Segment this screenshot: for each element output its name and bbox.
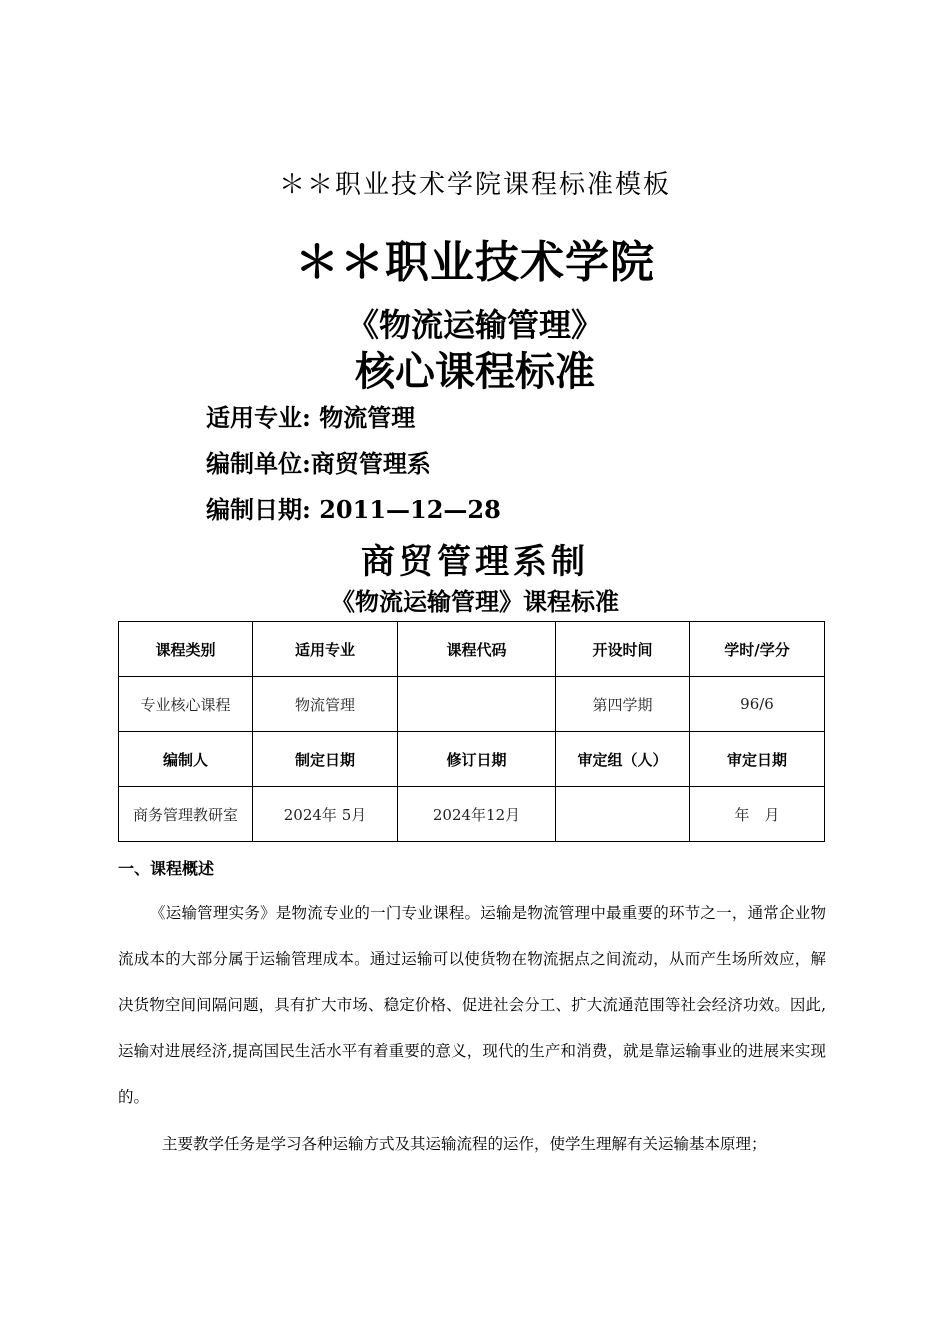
course-standard-subtitle: 《物流运输管理》课程标准 [331, 588, 619, 616]
meta-date-label: 编制日期: [206, 495, 311, 524]
table-cell: 2024年 5月 [253, 787, 398, 842]
meta-major-label: 适用专业: [206, 403, 311, 432]
table-header-cell: 审定日期 [690, 732, 825, 787]
table-header-cell: 学时/学分 [690, 622, 825, 677]
meta-unit-value: 商贸管理系 [310, 449, 431, 478]
table-header-cell: 课程类别 [119, 622, 253, 677]
table-header-cell: 课程代码 [398, 622, 556, 677]
meta-major [206, 398, 415, 433]
table-header-cell: 开设时间 [556, 622, 690, 677]
table-header-cell: 编制人 [119, 732, 253, 787]
table-cell: 第四学期 [556, 677, 690, 732]
table-header-cell: 适用专业 [253, 622, 398, 677]
table-header-cell: 修订日期 [398, 732, 556, 787]
table-row [119, 622, 825, 677]
table-cell: 2024年12月 [398, 787, 556, 842]
standard-title: 核心课程标准 [355, 349, 595, 395]
table-row [119, 787, 825, 842]
table-header-cell: 制定日期 [253, 732, 398, 787]
meta-major-value: 物流管理 [319, 403, 416, 432]
meta-date-value: 2011—12—28 [319, 495, 501, 524]
table-cell: 96/6 [690, 677, 825, 732]
table-cell: 年 月 [690, 787, 825, 842]
teaching-task-paragraph: 主要教学任务是学习各种运输方式及其运输流程的运作，使学生理解有关运输基本原理； [162, 1135, 767, 1153]
meta-unit [206, 444, 431, 479]
table-cell: 专业核心课程 [119, 677, 253, 732]
template-title: ＊＊职业技术学院课程标准模板 [278, 170, 671, 200]
table-cell [556, 787, 690, 842]
course-info-table [118, 621, 825, 842]
meta-date [206, 490, 501, 525]
overview-paragraph: 《运输管理实务》是物流专业的一门专业课程。运输是物流管理中最重要的环节之一，通常企业物流成本的大部分属于运输管理成本。通过运输可以使货物在物流据点之间流动，从而产生场所效应，解决货物空间间隔问题，具有扩大市场、稳定价格、促进社会分工、扩大流通范围等社会经济功效。因此,运输对进展经济,提高国民生活水平有着重要的意义，现代的生产和消费，就是靠运输事业的进展来实现的。 [118, 904, 826, 1106]
table-cell: 商务管理教研室 [119, 787, 253, 842]
table-cell: 物流管理 [253, 677, 398, 732]
course-name: 《物流运输管理》 [346, 306, 603, 344]
table-row [119, 677, 825, 732]
table-header-cell: 审定组（人） [556, 732, 690, 787]
table-cell [398, 677, 556, 732]
section-heading: 一、课程概述 [118, 859, 215, 878]
table-row [119, 732, 825, 787]
department-made-by: 商贸管理系制 [361, 542, 589, 582]
meta-unit-label: 编制单位: [206, 449, 311, 478]
college-name: ＊＊职业技术学院 [295, 237, 655, 288]
